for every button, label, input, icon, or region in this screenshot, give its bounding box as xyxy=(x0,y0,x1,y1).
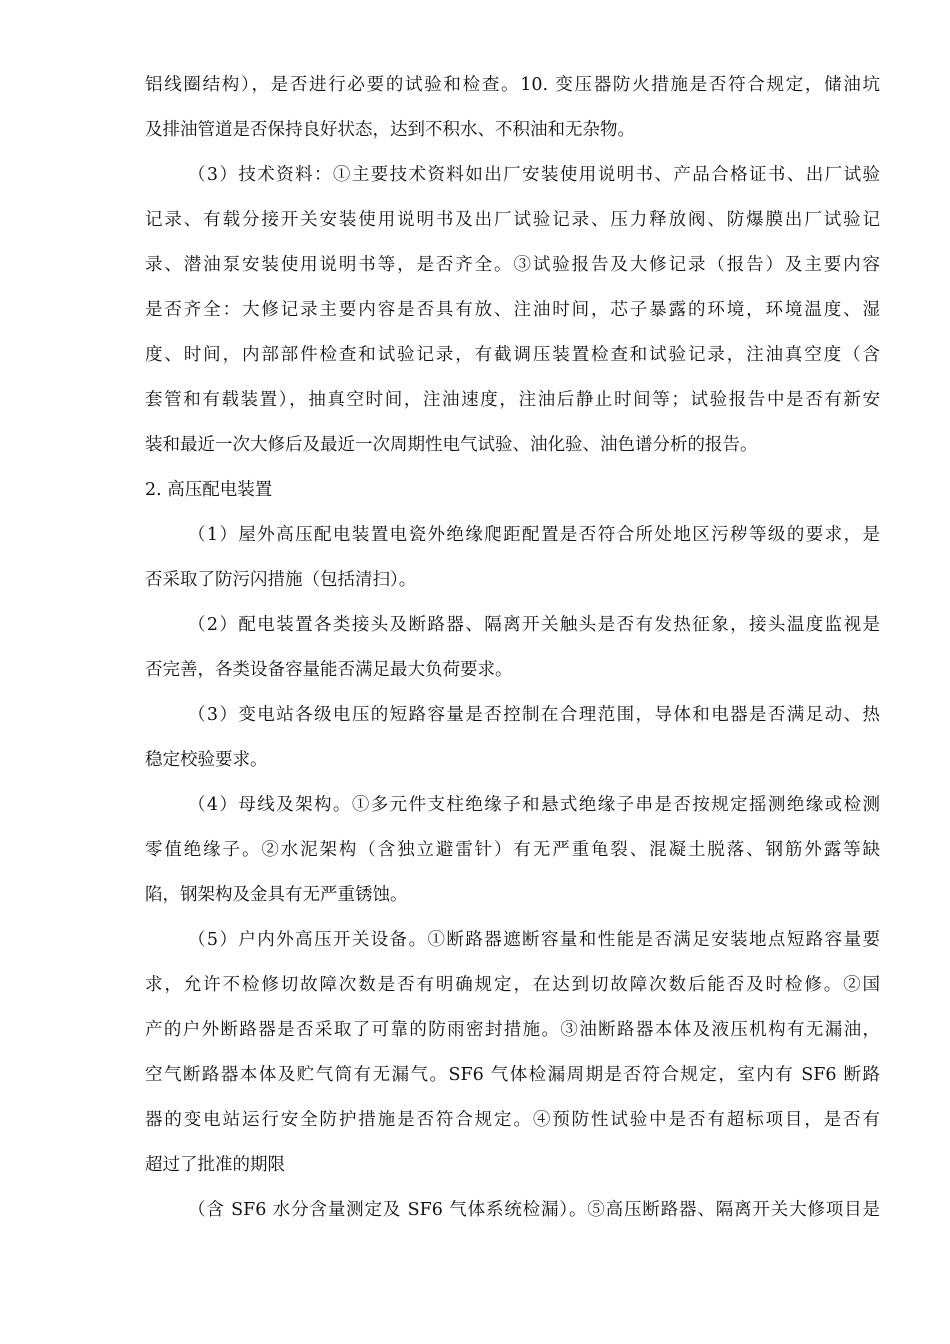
text-line: 空气断路器本体及贮气筒有无漏气。SF6 气体检漏周期是否符合规定，室内有 SF6 断路 xyxy=(145,1065,880,1085)
text-line: 稳定校验要求。 xyxy=(145,750,268,770)
text-line: 录、潜油泵安装使用说明书等，是否齐全。③试验报告及大修记录（报告）及主要内容 xyxy=(145,255,880,275)
text-line: 套管和有载装置），抽真空时间，注油速度，注油后静止时间等；试验报告中是否有新安 xyxy=(145,390,880,410)
text-line: （5）户内外高压开关设备。①断路器遮断容量和性能是否满足安装地点短路容量要 xyxy=(188,930,880,950)
text-line: 零值绝缘子。②水泥架构（含独立避雷针）有无严重龟裂、混凝土脱落、钢筋外露等缺 xyxy=(145,840,880,860)
text-line: （3）变电站各级电压的短路容量是否控制在合理范围，导体和电器是否满足动、热 xyxy=(188,705,880,725)
text-line: 度、时间，内部部件检查和试验记录，有截调压装置检查和试验记录，注油真空度（含 xyxy=(145,345,880,365)
text-line: （1）屋外高压配电装置电瓷外绝缘爬距配置是否符合所处地区污秽等级的要求，是 xyxy=(188,525,880,545)
text-line: 超过了批准的期限 xyxy=(145,1155,285,1175)
text-line: 器的变电站运行安全防护措施是否符合规定。④预防性试验中是否有超标项目，是否有 xyxy=(145,1110,880,1130)
text-line: 铝线圈结构），是否进行必要的试验和检查。10. 变压器防火措施是否符合规定，储油坑 xyxy=(145,75,880,95)
text-line: （3）技术资料：①主要技术资料如出厂安装使用说明书、产品合格证书、出厂试验 xyxy=(188,165,880,185)
text-line: 否采取了防污闪措施（包括清扫）。 xyxy=(145,570,417,590)
text-line: 及排油管道是否保持良好状态，达到不积水、不积油和无杂物。 xyxy=(145,120,635,140)
text-line: 产的户外断路器是否采取了可靠的防雨密封措施。③油断路器本体及液压机构有无漏油， xyxy=(145,1020,880,1040)
text-line: 陷，钢架构及金具有无严重锈蚀。 xyxy=(145,885,408,905)
text-line: 否完善，各类设备容量能否满足最大负荷要求。 xyxy=(145,660,513,680)
text-line: （含 SF6 水分含量测定及 SF6 气体系统检漏）。⑤高压断路器、隔离开关大修项目是 xyxy=(188,1200,880,1220)
text-line: （2）配电装置各类接头及断路器、隔离开关触头是否有发热征象，接头温度监视是 xyxy=(188,615,880,635)
section-heading: 2. 高压配电装置 xyxy=(145,480,273,500)
text-line: （4）母线及架构。①多元件支柱绝缘子和悬式绝缘子串是否按规定摇测绝缘或检测 xyxy=(188,795,880,815)
text-line: 求，允许不检修切故障次数是否有明确规定，在达到切故障次数后能否及时检修。②国 xyxy=(145,975,880,995)
text-line: 是否齐全：大修记录主要内容是否具有放、注油时间，芯子暴露的环境，环境温度、湿 xyxy=(145,300,880,320)
text-line: 记录、有载分接开关安装使用说明书及出厂试验记录、压力释放阀、防爆膜出厂试验记 xyxy=(145,210,880,230)
text-line: 装和最近一次大修后及最近一次周期性电气试验、油化验、油色谱分析的报告。 xyxy=(145,435,758,455)
